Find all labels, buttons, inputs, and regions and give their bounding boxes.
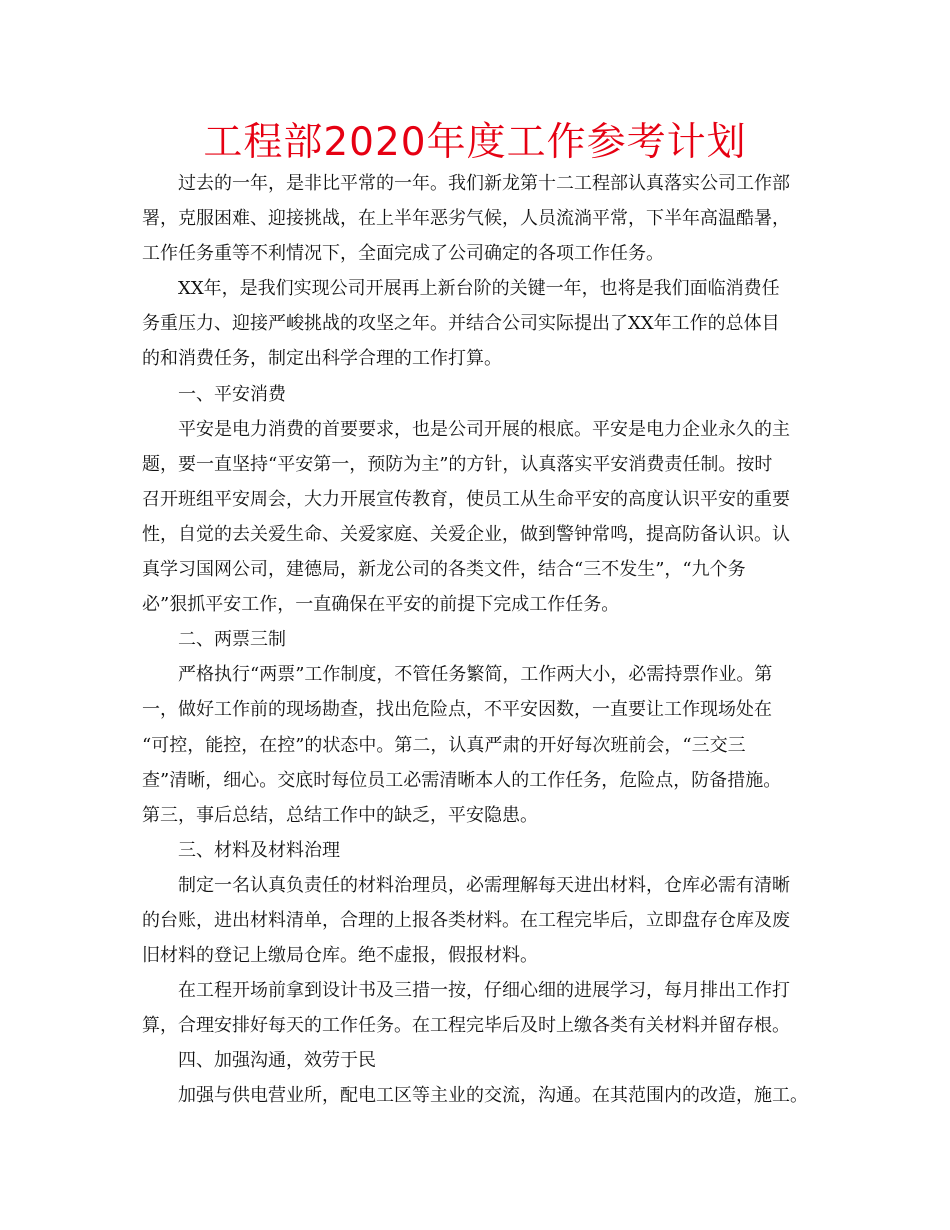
text-line: 查”清晰，细心。交底时每位员工必需清晰本人的工作任务，危险点，防备措施。 — [142, 769, 782, 791]
document-title: 工程部2020年度工作参考计划 — [203, 120, 747, 165]
text-line: 召开班组平安周会，大力开展宣传教育，使员工从生命平安的高度认识平安的重要 — [142, 488, 790, 510]
text-line: 四、加强沟通，效劳于民 — [178, 1050, 376, 1072]
text-line: 旧材料的登记上缴局仓库。绝不虚报，假报材料。 — [142, 945, 538, 967]
text-line: 过去的一年，是非比平常的一年。我们新龙第十二工程部认真落实公司工作部 — [178, 173, 790, 194]
text-line: 的台账，进出材料清单，合理的上报各类材料。在工程完毕后，立即盘存仓库及废 — [142, 909, 790, 931]
text-line: 一、平安消费 — [178, 383, 286, 405]
text-line: 工作任务重等不利情况下，全面完成了公司确定的各项工作任务。 — [142, 243, 664, 265]
paragraph — [142, 166, 827, 271]
document-body — [142, 166, 827, 1114]
paragraph — [142, 412, 827, 623]
text-line: 真学习国网公司，建德局，新龙公司的各类文件，结合“三不发生”，“九个务 — [142, 559, 746, 581]
text-line: 二、两票三制 — [178, 629, 286, 651]
paragraph — [142, 1043, 827, 1078]
paragraph — [142, 377, 827, 412]
text-line: 制定一名认真负责任的材料治理员，必需理解每天进出材料，仓库必需有清晰 — [178, 874, 790, 896]
paragraph — [142, 868, 827, 973]
paragraph — [142, 1078, 827, 1113]
text-line: 严格执行“两票”工作制度，不管任务繁简，工作两大小，必需持票作业。第 — [178, 664, 773, 686]
paragraph — [142, 622, 827, 657]
text-line: 在工程开场前拿到设计书及三措一按，仔细心细的进展学习，每月排出工作打 — [178, 980, 790, 1002]
paragraph — [142, 973, 827, 1043]
text-line: “可控，能控，在控”的状态中。第二，认真严肃的开好每次班前会，“三交三 — [142, 734, 746, 756]
text-line: 第三，事后总结，总结工作中的缺乏，平安隐患。 — [142, 804, 538, 826]
text-line: 必”狠抓平安工作，一直确保在平安的前提下完成工作任务。 — [142, 594, 620, 616]
text-line: 加强与供电营业所，配电工区等主业的交流，沟通。在其范围内的改造，施工。 — [178, 1085, 808, 1107]
paragraph — [142, 271, 827, 376]
text-line: XX年，是我们实现公司开展再上新台阶的关键一年，也将是我们面临消费任 — [178, 278, 780, 300]
text-line: 一，做好工作前的现场勘查，找出危险点，不平安因数，一直要让工作现场处在 — [142, 699, 772, 721]
text-line: 的和消费任务，制定出科学合理的工作打算。 — [142, 348, 502, 370]
paragraph — [142, 657, 827, 832]
text-line: 平安是电力消费的首要要求，也是公司开展的根底。平安是电力企业永久的主 — [178, 418, 790, 440]
text-line: 题，要一直坚持“平安第一，预防为主”的方针，认真落实平安消费责任制。按时 — [142, 453, 773, 475]
text-line: 算，合理安排好每天的工作任务。在工程完毕后及时上缴各类有关材料并留存根。 — [142, 1015, 790, 1037]
text-line: 性，自觉的去关爱生命、关爱家庭、关爱企业，做到警钟常鸣，提高防备认识。认 — [142, 523, 790, 545]
text-line: 务重压力、迎接严峻挑战的攻坚之年。并结合公司实际提出了XX年工作的总体目 — [142, 313, 780, 335]
text-line: 署，克服困难、迎接挑战，在上半年恶劣气候，人员流淌平常，下半年高温酷暑， — [142, 208, 790, 230]
text-line: 三、材料及材料治理 — [178, 839, 340, 861]
paragraph — [142, 833, 827, 868]
